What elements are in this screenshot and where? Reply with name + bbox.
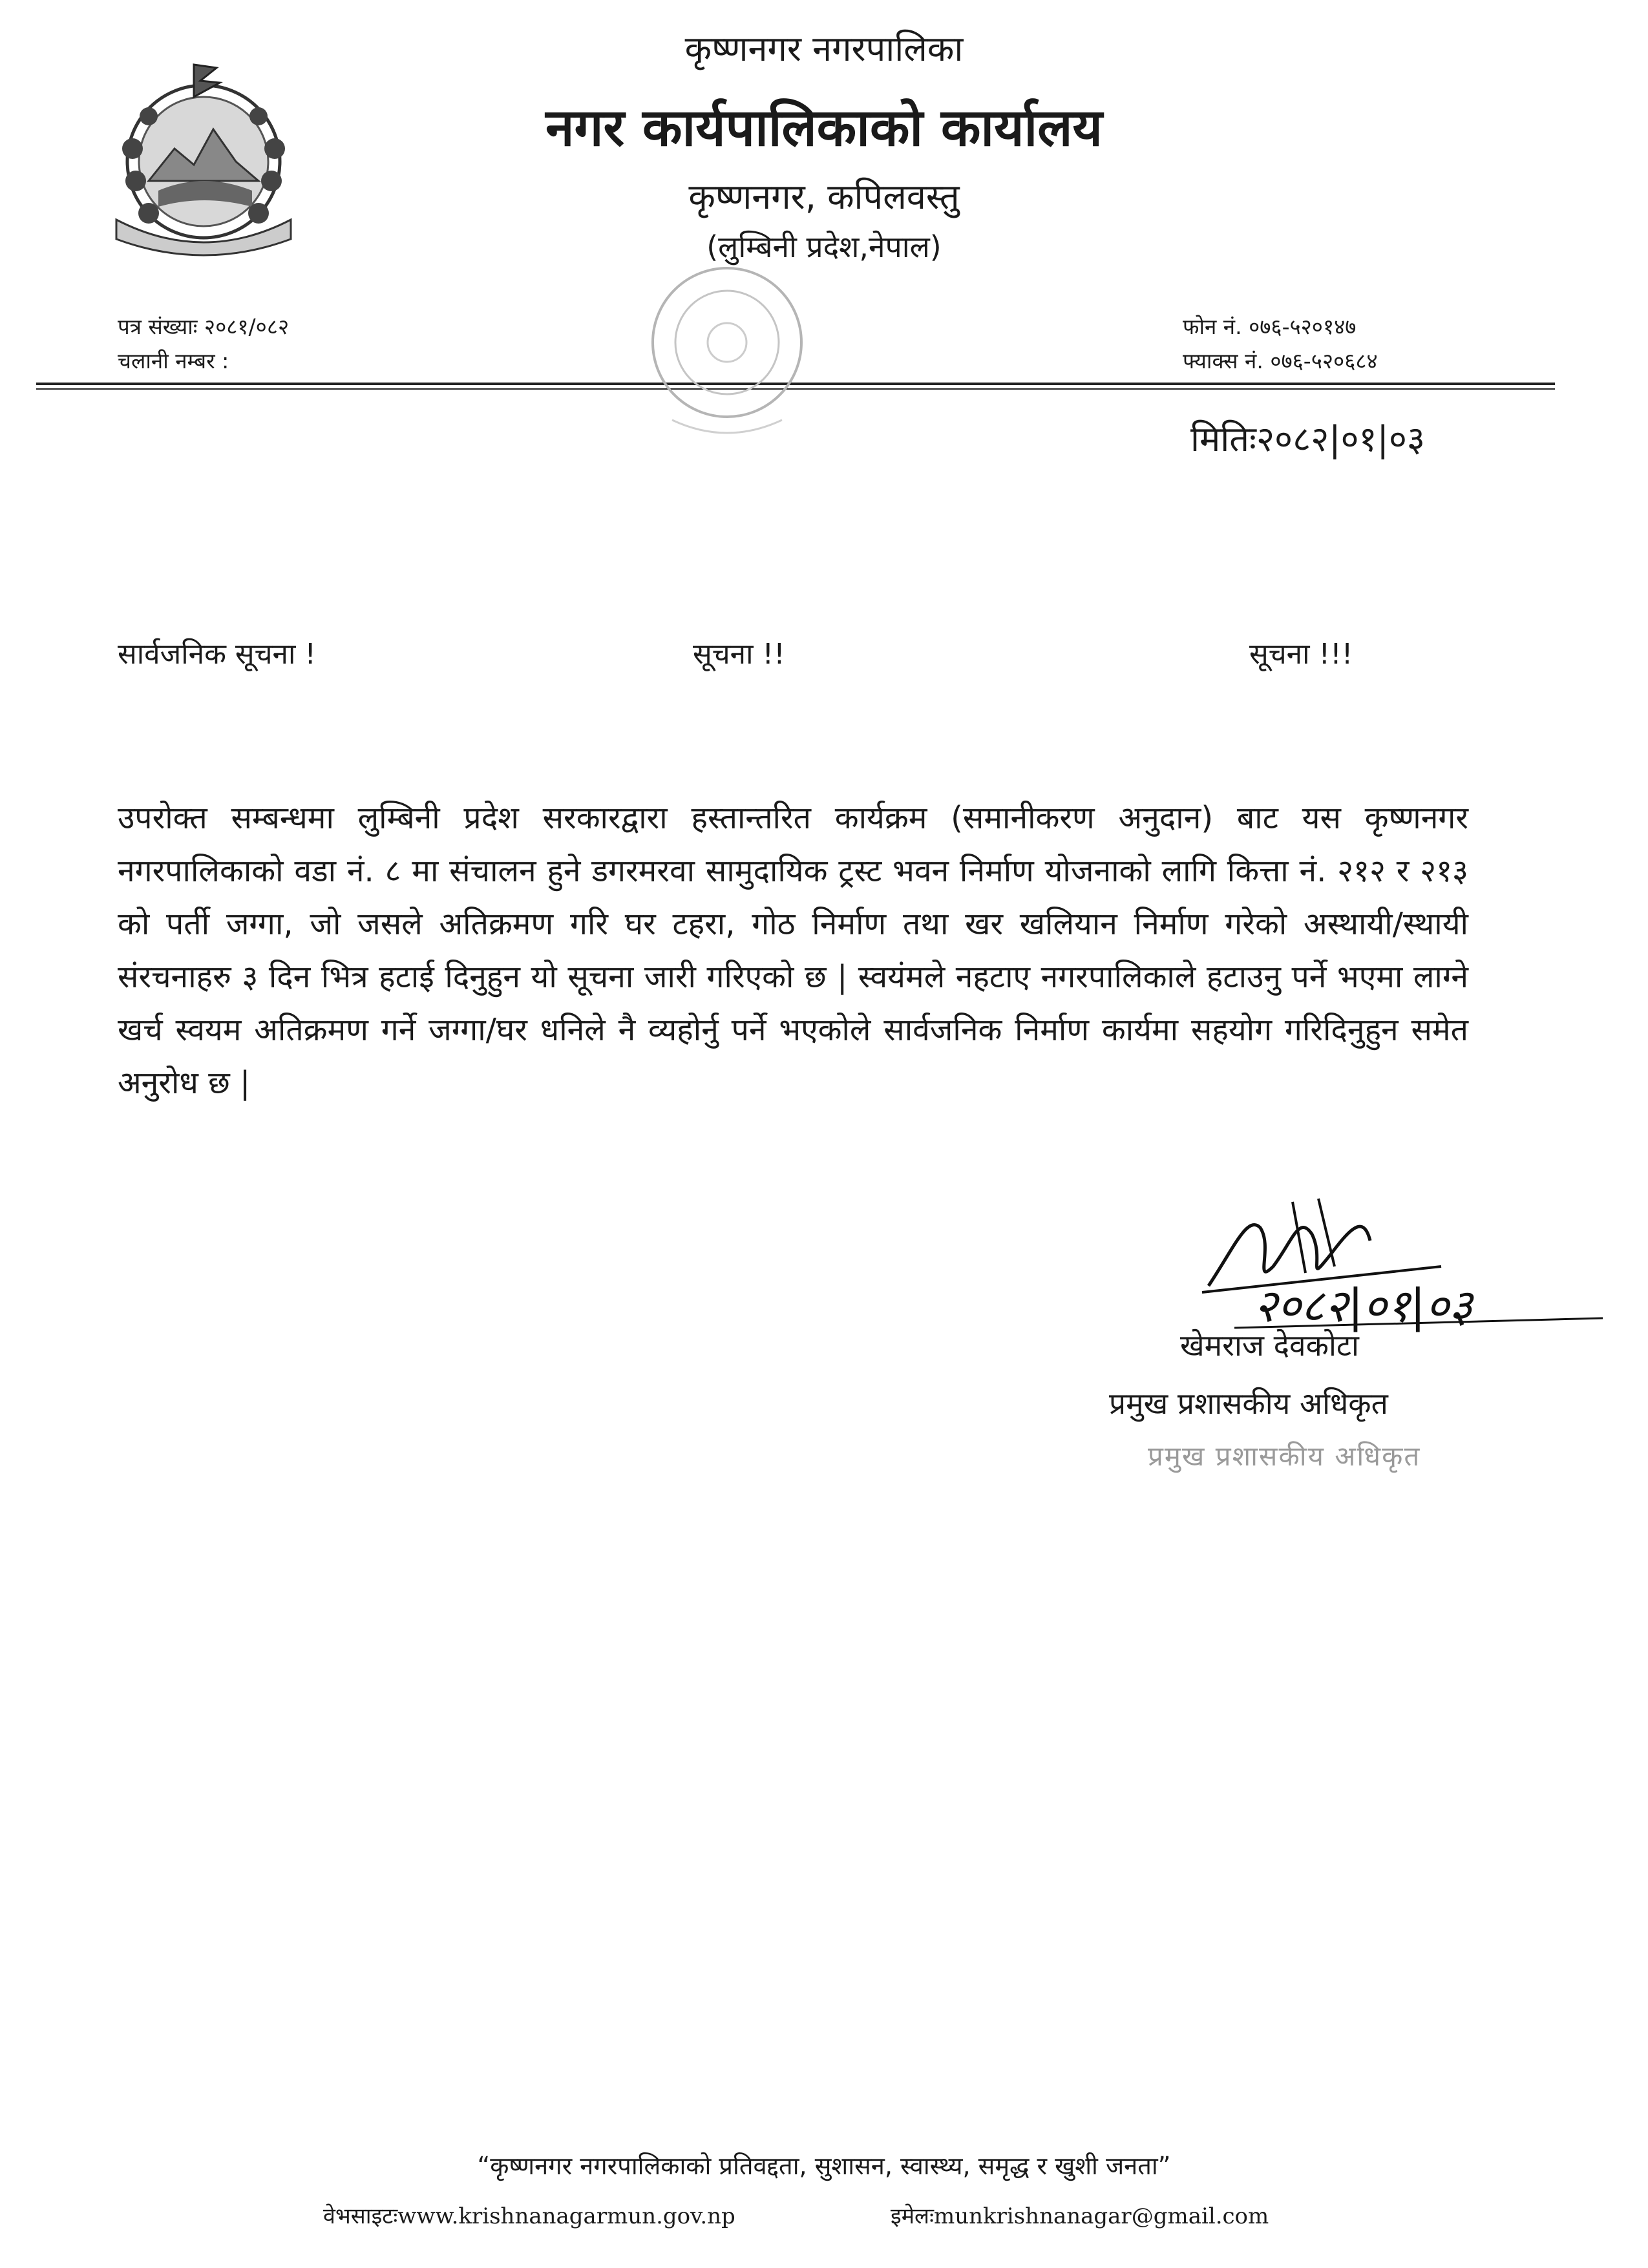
fax-number: फ्याक्स नं. ०७६-५२०६८४	[1183, 348, 1378, 373]
footer-motto: “कृष्णनगर नगरपालिकाको प्रतिवद्दता, सुशासन, स्वास्थ्य, समृद्ध र खुशी जनता”	[477, 2152, 1171, 2180]
letter-date: मितिः२०८२|०१|०३	[1190, 419, 1425, 459]
website-label: वेभसाइटः	[323, 2203, 398, 2229]
email-label: इमेलः	[891, 2203, 934, 2229]
footer-website	[323, 2200, 735, 2230]
notice-body: उपरोक्त सम्बन्धमा लुम्बिनी प्रदेश सरकारद्वारा हस्तान्तरित कार्यक्रम (समानीकरण अनुदान) बाट यस कृष्णनगर नगरपालिकाको वडा नं. ८ मा संचालन हुने डगरमरवा सामुदायिक ट्रस्ट भवन निर्माण योजनाको लागि कित्ता नं. २१२ र २१३ को पर्ती जग्गा, जो जसले अतिक्रमण गरि घर टहरा, गोठ निर्माण तथा खर खलियान निर्माण गरेको अस्थायी/स्थायी संरचनाहरु ३ दिन भित्र हटाई दिनुहुन यो सूचना जारी गरिएको छ | स्वयंमले नहटाए नगरपालिकाले हटाउनु पर्ने भएमा लाग्ने खर्च स्वयम अतिक्रमण गर्ने जग्गा/घर धनिले नै व्यहोर्नु पर्ने भएकोले सार्वजनिक निर्माण कार्यमा सहयोग गरिदिनुहुन समेत अनुरोध छ |	[118, 800, 1469, 1101]
website-link[interactable]: www.krishnanagarmun.gov.np	[397, 2203, 735, 2229]
notice-heading-1: सार्वजनिक सूचना !	[118, 638, 316, 671]
signatory-designation: प्रमुख प्रशासकीय अधिकृत	[1109, 1386, 1388, 1421]
letter-number: पत्र संख्याः २०८१/०८२	[118, 314, 290, 339]
signatory-name: खेमराज देवकोटा	[1180, 1328, 1359, 1363]
municipality-name: कृष्णनगर नगरपालिका	[684, 28, 964, 69]
notice-heading-2: सूचना !!	[693, 638, 785, 671]
notice-heading-3: सूचना !!!	[1249, 638, 1353, 671]
office-title: नगर कार्यपालिकाको कार्यालय	[545, 98, 1103, 158]
signature-date: २०८२|०१|०३	[1254, 1279, 1473, 1332]
office-seal-icon	[620, 252, 834, 465]
email-link[interactable]: munkrishnanagar@gmail.com	[933, 2203, 1269, 2229]
phone-number: फोन नं. ०७६-५२०१४७	[1183, 314, 1357, 339]
office-address: कृष्णनगर, कपिलवस्तु	[688, 176, 960, 217]
handwritten-signature	[1196, 1189, 1609, 1344]
footer-email	[891, 2200, 1269, 2230]
dispatch-number: चलानी नम्बर :	[118, 348, 229, 373]
office-province: (लुम्बिनी प्रदेश,नेपाल)	[706, 229, 942, 264]
designation-stamp: प्रमुख प्रशासकीय अधिकृत	[1148, 1440, 1421, 1472]
